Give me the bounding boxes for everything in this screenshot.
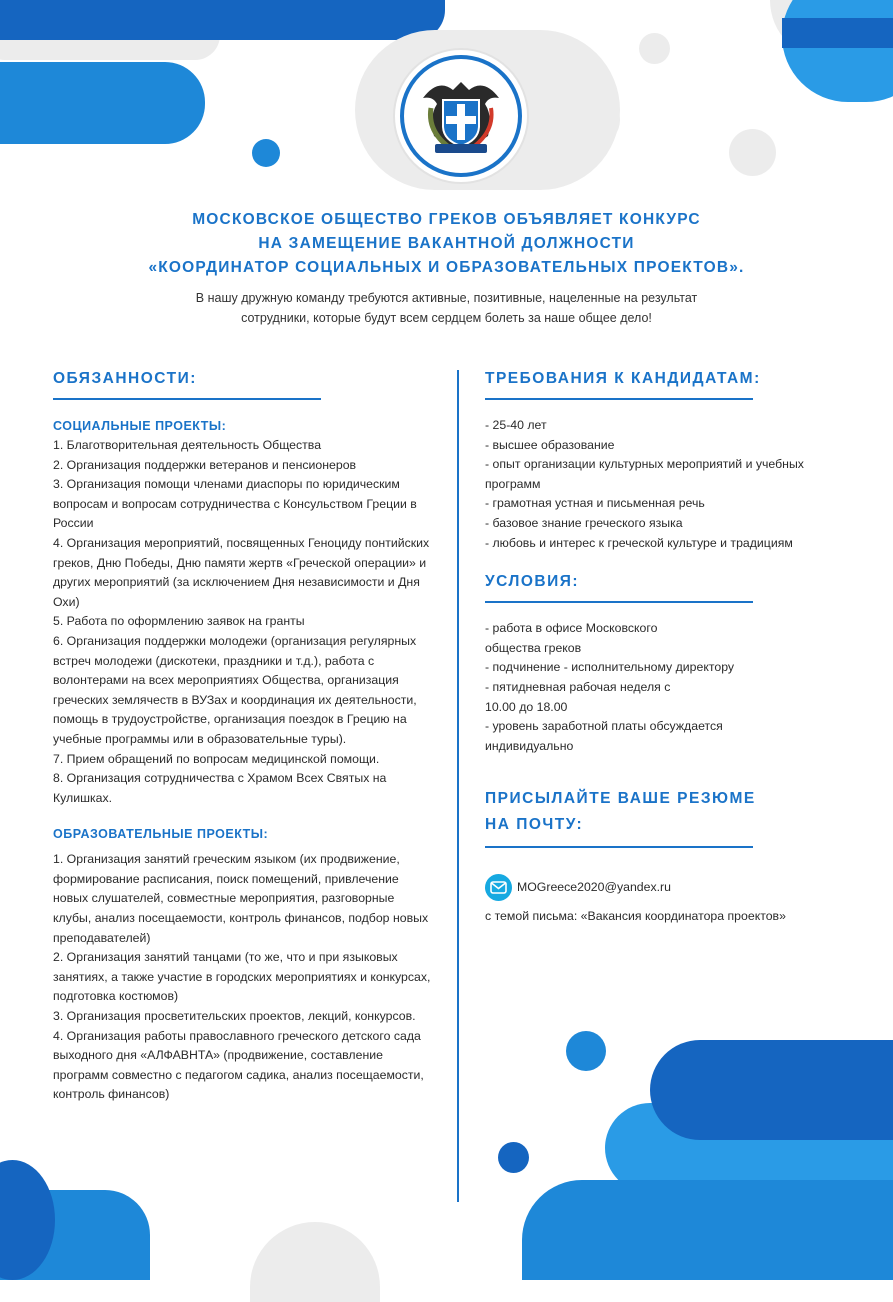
heading-underline [485, 601, 753, 603]
list-item: 10.00 до 18.00 [485, 699, 568, 714]
top-left-blue-shape [0, 0, 445, 40]
top-left-blue-shape-2 [0, 62, 205, 144]
intro-line: сотрудники, которые будут всем сердцем болеть за наше общее дело! [241, 311, 652, 325]
duties-column [53, 368, 433, 1105]
list-item: 1. Благотворительная деятельность Общества [53, 438, 322, 452]
list-item: - уровень заработной платы обсуждается [485, 719, 723, 734]
social-projects-list [53, 436, 433, 808]
list-item: - опыт организации культурных мероприятий и учебных программ [485, 457, 804, 491]
requirements-column [485, 368, 845, 927]
title-line: МОСКОВСКОЕ ОБЩЕСТВО ГРЕКОВ ОБЪЯВЛЯЕТ КОНКУРС [192, 211, 701, 228]
social-projects-heading: СОЦИАЛЬНЫЕ ПРОЕКТЫ: [53, 419, 227, 433]
list-item: - грамотная устная и письменная речь [485, 496, 705, 511]
email-row [485, 874, 845, 901]
list-item: 4. Организация работы православного греческого детского сада выходного дня «АЛФАВНТА» (продвижение, составление программ совместно с педагогом садика, анализ посещаемости, контроль финансов) [53, 1028, 424, 1102]
society-emblem [393, 48, 529, 184]
email-subject-note: с темой письма: «Вакансия координатора проектов» [485, 909, 786, 924]
top-right-blue-circle [782, 0, 893, 102]
conditions-list [485, 619, 845, 756]
duties-heading: ОБЯЗАННОСТИ: [53, 370, 197, 387]
list-item: индивидуально [485, 738, 574, 753]
top-blue-dot [252, 139, 280, 167]
list-item: 2. Организация занятий танцами (то же, что и при языковых занятиях, а также участие в городских мероприятиях и конкурсах, подготовка костюмов) [53, 950, 431, 1004]
requirements-list [485, 416, 845, 553]
requirements-heading: ТРЕБОВАНИЯ К КАНДИДАТАМ: [485, 370, 761, 387]
title-line: НА ЗАМЕЩЕНИЕ ВАКАНТНОЙ ДОЛЖНОСТИ [258, 235, 635, 252]
envelope-icon [485, 874, 512, 901]
list-item: общества греков [485, 640, 582, 655]
educational-projects-list [53, 850, 433, 1105]
greek-society-emblem-icon [393, 48, 529, 184]
list-item: 6. Организация поддержки молодежи (организация регулярных встреч молодежи (дискотеки, праздники и т.д.), работа с волонтерами на всех мероприятиях Общества, организация греческих землячеств в ВУЗах и координация их деятельности, помощь в трудоустройстве, организация поездок в Грецию на учебные программы или в образовательные туры). [53, 633, 417, 746]
list-item: - работа в офисе Московского [485, 621, 658, 636]
bottom-right-shape-3 [522, 1180, 893, 1280]
intro-text [0, 288, 893, 328]
heading-underline [53, 398, 321, 400]
conditions-heading: УСЛОВИЯ: [485, 573, 580, 591]
list-item: - подчинение - исполнительному директору [485, 660, 735, 675]
send-heading-line: НА ПОЧТУ: [485, 816, 584, 834]
list-item: 3. Организация помощи членами диаспоры по юридическим вопросам и вопросам сотрудничества с Консульством Греции в России [53, 477, 417, 531]
intro-line: В нашу дружную команду требуются активные, позитивные, нацеленные на результат [195, 291, 698, 305]
list-item: 8. Организация сотрудничества с Храмом Всех Святых на Кулишках. [53, 771, 387, 805]
title-line: «КООРДИНАТОР СОЦИАЛЬНЫХ И ОБРАЗОВАТЕЛЬНЫХ ПРОЕКТОВ». [148, 259, 745, 276]
send-resume-heading [485, 786, 845, 838]
list-item: 2. Организация поддержки ветеранов и пенсионеров [53, 457, 357, 472]
list-item: - базовое знание греческого языка [485, 515, 683, 530]
heading-underline [485, 398, 753, 400]
send-heading-line: ПРИСЫЛАЙТЕ ВАШЕ РЕЗЮМЕ [485, 790, 756, 808]
list-item: 5. Работа по оформлению заявок на гранты [53, 614, 305, 629]
bottom-right-shape-2 [650, 1040, 893, 1140]
announcement-title [0, 208, 893, 280]
list-item: - пятидневная рабочая неделя с [485, 679, 671, 694]
list-item: 4. Организация мероприятий, посвященных Геноциду понтийских греков, Дню Победы, Дню памяти жертв «Греческой операции» и других мероприятий (за исключением Дня независимости и Дня Охи) [53, 535, 430, 609]
list-item: 3. Организация просветительских проектов, лекций, конкурсов. [53, 1009, 416, 1024]
list-item: 7. Прием обращений по вопросам медицинской помощи. [53, 751, 380, 766]
mid-blue-dot-2 [498, 1142, 529, 1173]
top-grey-dot [639, 33, 670, 64]
list-item: - 25-40 лет [485, 418, 547, 432]
list-item: - любовь и интерес к греческой культуре и традициям [485, 535, 793, 550]
email-link[interactable]: MOGreece2020@yandex.ru [517, 880, 671, 895]
top-grey-dot-2 [729, 129, 776, 176]
column-divider [457, 370, 459, 1202]
top-right-blue-band [782, 18, 893, 48]
mid-blue-dot [566, 1031, 606, 1071]
heading-underline [485, 846, 753, 848]
educational-projects-heading: ОБРАЗОВАТЕЛЬНЫЕ ПРОЕКТЫ: [53, 827, 269, 842]
list-item: 1. Организация занятий греческим языком (их продвижение, формирование расписания, поиск помещений, привлечение новых слушателей, совместные мероприятия, разговорные клубы, анализ посещаемости, контроль финансов, подбор новых преподавателей) [53, 852, 429, 945]
bottom-grey-arc [250, 1222, 380, 1302]
list-item: - высшее образование [485, 437, 615, 452]
